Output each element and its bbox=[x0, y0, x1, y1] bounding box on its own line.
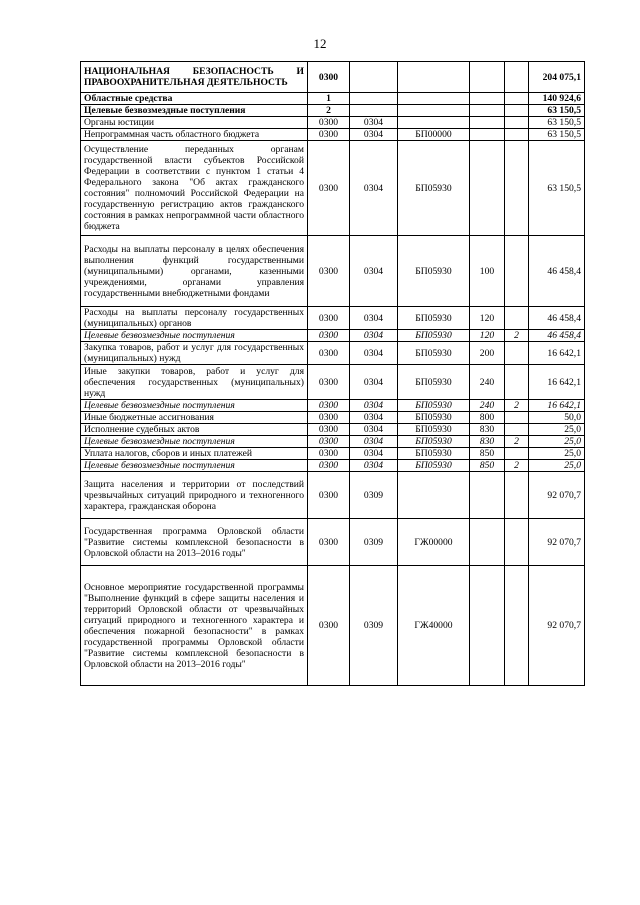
row-subsection-code: 0304 bbox=[350, 236, 398, 307]
row-name-cell: Иные закупки товаров, работ и услуг для обеспечения государственных (муниципальных) нужд bbox=[81, 365, 308, 400]
table-row bbox=[81, 105, 585, 117]
row-name-cell: Основное мероприятие государственной программы "Выполнение функций в сфере защиты населения и территорий Орловской области от чрезвычайных ситуаций природного и техногенного характера и обеспечения пожарной безопасности" в рамках государственной программы Орловской области "Развитие системы комплексной безопасности в Орловской области на 2013–2016 годы" bbox=[81, 566, 308, 686]
row-amount: 25,0 bbox=[529, 424, 585, 436]
table-row bbox=[81, 141, 585, 236]
row-section-code: 0300 bbox=[308, 566, 350, 686]
row-subsection-code: 0309 bbox=[350, 472, 398, 519]
row-funding-source-code bbox=[505, 365, 529, 400]
row-name-cell: НАЦИОНАЛЬНАЯ БЕЗОПАСНОСТЬ И ПРАВООХРАНИТЕЛЬНАЯ ДЕЯТЕЛЬНОСТЬ bbox=[81, 62, 308, 93]
budget-table bbox=[80, 61, 585, 686]
row-section-code: 0300 bbox=[308, 342, 350, 365]
row-name-cell: Целевые безвозмездные поступления bbox=[81, 105, 308, 117]
row-target-article-code: БП05930 bbox=[398, 236, 470, 307]
row-amount: 25,0 bbox=[529, 460, 585, 472]
row-amount: 63 150,5 bbox=[529, 105, 585, 117]
row-amount: 46 458,4 bbox=[529, 330, 585, 342]
row-target-article-code: БП05930 bbox=[398, 365, 470, 400]
row-subsection-code: 0309 bbox=[350, 519, 398, 566]
row-amount: 63 150,5 bbox=[529, 141, 585, 236]
row-name-cell: Осуществление переданных органам государственной власти субъектов Российской Федерации в соответствии с пунктом 1 статьи 4 Федерального закона "Об актах гражданского состояния" полномочий Российской Федерации на государственную регистрацию актов гражданского состояния в рамках непрограммной части областного бюджета bbox=[81, 141, 308, 236]
row-expense-type-code bbox=[470, 117, 505, 129]
table-row bbox=[81, 519, 585, 566]
row-target-article-code: БП05930 bbox=[398, 412, 470, 424]
row-funding-source-code bbox=[505, 236, 529, 307]
row-subsection-code: 0304 bbox=[350, 436, 398, 448]
row-amount: 140 924,6 bbox=[529, 93, 585, 105]
row-name-cell: Целевые безвозмездные поступления bbox=[81, 400, 308, 412]
row-expense-type-code bbox=[470, 129, 505, 141]
row-amount: 16 642,1 bbox=[529, 342, 585, 365]
row-subsection-code bbox=[350, 93, 398, 105]
row-subsection-code: 0304 bbox=[350, 129, 398, 141]
row-name-cell: Расходы на выплаты персоналу в целях обеспечения выполнения функций государственными (муниципальными) органами, казенными учреждениями, органами управления государственными внебюджетными фондами bbox=[81, 236, 308, 307]
row-expense-type-code: 200 bbox=[470, 342, 505, 365]
row-subsection-code: 0304 bbox=[350, 365, 398, 400]
row-amount: 63 150,5 bbox=[529, 117, 585, 129]
row-section-code: 0300 bbox=[308, 330, 350, 342]
table-row bbox=[81, 566, 585, 686]
row-section-code: 2 bbox=[308, 105, 350, 117]
row-target-article-code: БП05930 bbox=[398, 400, 470, 412]
row-name-cell: Исполнение судебных актов bbox=[81, 424, 308, 436]
row-section-code: 0300 bbox=[308, 400, 350, 412]
row-subsection-code: 0304 bbox=[350, 330, 398, 342]
row-section-code: 0300 bbox=[308, 436, 350, 448]
row-subsection-code bbox=[350, 62, 398, 93]
row-name-cell: Целевые безвозмездные поступления bbox=[81, 330, 308, 342]
row-section-code: 0300 bbox=[308, 307, 350, 330]
table-row bbox=[81, 365, 585, 400]
row-name-cell: Непрограммная часть областного бюджета bbox=[81, 129, 308, 141]
row-subsection-code: 0304 bbox=[350, 400, 398, 412]
row-target-article-code: БП00000 bbox=[398, 129, 470, 141]
row-amount: 92 070,7 bbox=[529, 472, 585, 519]
row-target-article-code: БП05930 bbox=[398, 436, 470, 448]
table-row bbox=[81, 307, 585, 330]
row-name-cell: Расходы на выплаты персоналу государственных (муниципальных) органов bbox=[81, 307, 308, 330]
row-funding-source-code bbox=[505, 62, 529, 93]
row-name-cell: Защита населения и территории от последствий чрезвычайных ситуаций природного и техногенного характера, гражданская оборона bbox=[81, 472, 308, 519]
row-expense-type-code bbox=[470, 62, 505, 93]
row-funding-source-code bbox=[505, 105, 529, 117]
row-target-article-code bbox=[398, 472, 470, 519]
row-section-code: 0300 bbox=[308, 460, 350, 472]
row-section-code: 0300 bbox=[308, 365, 350, 400]
table-row bbox=[81, 412, 585, 424]
row-target-article-code bbox=[398, 62, 470, 93]
row-section-code: 0300 bbox=[308, 236, 350, 307]
row-expense-type-code bbox=[470, 141, 505, 236]
row-section-code: 0300 bbox=[308, 117, 350, 129]
row-target-article-code: БП05930 bbox=[398, 141, 470, 236]
row-funding-source-code bbox=[505, 519, 529, 566]
row-funding-source-code: 2 bbox=[505, 330, 529, 342]
row-target-article-code bbox=[398, 105, 470, 117]
row-subsection-code: 0304 bbox=[350, 141, 398, 236]
row-funding-source-code bbox=[505, 424, 529, 436]
row-expense-type-code: 240 bbox=[470, 400, 505, 412]
table-row bbox=[81, 117, 585, 129]
row-name-cell: Государственная программа Орловской области "Развитие системы комплексной безопасности в Орловской области на 2013–2016 годы" bbox=[81, 519, 308, 566]
table-row bbox=[81, 342, 585, 365]
row-target-article-code: БП05930 bbox=[398, 342, 470, 365]
table-row bbox=[81, 62, 585, 93]
table-row bbox=[81, 424, 585, 436]
row-section-code: 0300 bbox=[308, 424, 350, 436]
row-amount: 46 458,4 bbox=[529, 307, 585, 330]
row-expense-type-code: 120 bbox=[470, 307, 505, 330]
row-subsection-code: 0304 bbox=[350, 307, 398, 330]
row-expense-type-code bbox=[470, 105, 505, 117]
row-funding-source-code bbox=[505, 342, 529, 365]
row-expense-type-code: 100 bbox=[470, 236, 505, 307]
row-expense-type-code: 850 bbox=[470, 460, 505, 472]
row-subsection-code bbox=[350, 105, 398, 117]
row-funding-source-code: 2 bbox=[505, 460, 529, 472]
row-subsection-code: 0309 bbox=[350, 566, 398, 686]
row-amount: 204 075,1 bbox=[529, 62, 585, 93]
row-amount: 63 150,5 bbox=[529, 129, 585, 141]
row-name-cell: Областные средства bbox=[81, 93, 308, 105]
table-row bbox=[81, 472, 585, 519]
row-expense-type-code: 120 bbox=[470, 330, 505, 342]
row-target-article-code: БП05930 bbox=[398, 460, 470, 472]
row-target-article-code: БП05930 bbox=[398, 330, 470, 342]
row-section-code: 1 bbox=[308, 93, 350, 105]
row-subsection-code: 0304 bbox=[350, 448, 398, 460]
row-target-article-code: БП05930 bbox=[398, 448, 470, 460]
table-row bbox=[81, 460, 585, 472]
row-funding-source-code bbox=[505, 448, 529, 460]
row-target-article-code: БП05930 bbox=[398, 307, 470, 330]
row-expense-type-code: 830 bbox=[470, 436, 505, 448]
row-funding-source-code bbox=[505, 141, 529, 236]
row-amount: 50,0 bbox=[529, 412, 585, 424]
row-target-article-code bbox=[398, 93, 470, 105]
row-name-cell: Целевые безвозмездные поступления bbox=[81, 436, 308, 448]
row-funding-source-code bbox=[505, 472, 529, 519]
row-funding-source-code bbox=[505, 566, 529, 686]
row-target-article-code: ГЖ40000 bbox=[398, 566, 470, 686]
row-expense-type-code bbox=[470, 519, 505, 566]
row-funding-source-code bbox=[505, 117, 529, 129]
row-name-cell: Закупка товаров, работ и услуг для государственных (муниципальных) нужд bbox=[81, 342, 308, 365]
row-subsection-code: 0304 bbox=[350, 424, 398, 436]
row-expense-type-code: 830 bbox=[470, 424, 505, 436]
table-row bbox=[81, 93, 585, 105]
row-expense-type-code bbox=[470, 472, 505, 519]
row-name-cell: Целевые безвозмездные поступления bbox=[81, 460, 308, 472]
row-subsection-code: 0304 bbox=[350, 117, 398, 129]
row-funding-source-code: 2 bbox=[505, 400, 529, 412]
row-expense-type-code: 240 bbox=[470, 365, 505, 400]
row-amount: 25,0 bbox=[529, 436, 585, 448]
table-row bbox=[81, 400, 585, 412]
table-row bbox=[81, 448, 585, 460]
row-expense-type-code: 850 bbox=[470, 448, 505, 460]
row-expense-type-code bbox=[470, 93, 505, 105]
page-number: 12 bbox=[313, 36, 327, 51]
row-amount: 92 070,7 bbox=[529, 566, 585, 686]
table-row bbox=[81, 436, 585, 448]
row-funding-source-code bbox=[505, 412, 529, 424]
row-funding-source-code bbox=[505, 307, 529, 330]
row-funding-source-code bbox=[505, 93, 529, 105]
row-section-code: 0300 bbox=[308, 62, 350, 93]
table-row bbox=[81, 129, 585, 141]
row-section-code: 0300 bbox=[308, 519, 350, 566]
row-funding-source-code bbox=[505, 129, 529, 141]
table-row bbox=[81, 330, 585, 342]
row-amount: 46 458,4 bbox=[529, 236, 585, 307]
row-target-article-code: БП05930 bbox=[398, 424, 470, 436]
row-amount: 16 642,1 bbox=[529, 400, 585, 412]
row-target-article-code bbox=[398, 117, 470, 129]
row-target-article-code: ГЖ00000 bbox=[398, 519, 470, 566]
row-name-cell: Иные бюджетные ассигнования bbox=[81, 412, 308, 424]
row-section-code: 0300 bbox=[308, 141, 350, 236]
row-amount: 92 070,7 bbox=[529, 519, 585, 566]
row-section-code: 0300 bbox=[308, 412, 350, 424]
row-subsection-code: 0304 bbox=[350, 460, 398, 472]
table-row bbox=[81, 236, 585, 307]
row-section-code: 0300 bbox=[308, 129, 350, 141]
row-section-code: 0300 bbox=[308, 472, 350, 519]
row-section-code: 0300 bbox=[308, 448, 350, 460]
row-subsection-code: 0304 bbox=[350, 342, 398, 365]
row-expense-type-code bbox=[470, 566, 505, 686]
row-funding-source-code: 2 bbox=[505, 436, 529, 448]
row-expense-type-code: 800 bbox=[470, 412, 505, 424]
row-amount: 16 642,1 bbox=[529, 365, 585, 400]
row-name-cell: Органы юстиции bbox=[81, 117, 308, 129]
row-subsection-code: 0304 bbox=[350, 412, 398, 424]
row-name-cell: Уплата налогов, сборов и иных платежей bbox=[81, 448, 308, 460]
row-amount: 25,0 bbox=[529, 448, 585, 460]
